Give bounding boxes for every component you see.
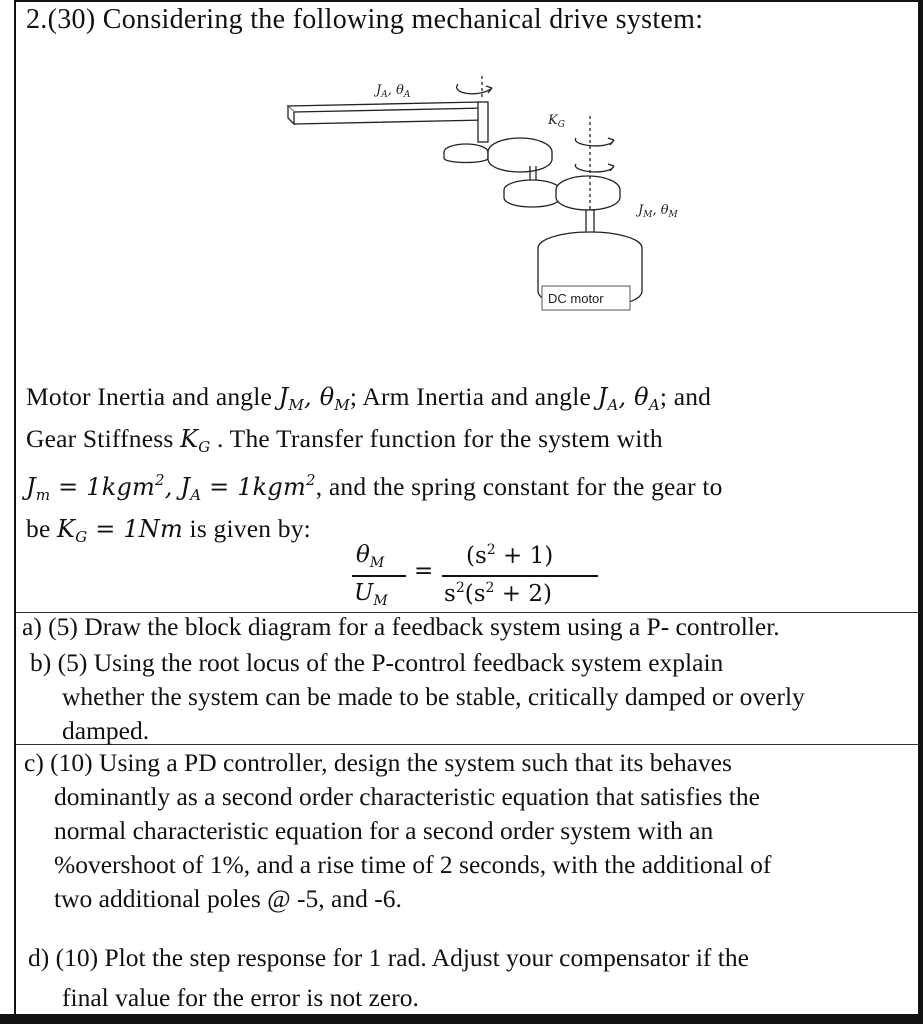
- frame-left-border: [14, 0, 16, 1024]
- label-arm: $J_A$, $\theta_A$: [376, 83, 411, 100]
- part-b: b) (5) Using the root locus of the P-control feedback system explain whether the system can be made to be stable, critically damped or overly damped.: [30, 648, 805, 745]
- frame-top-border: [14, 0, 923, 2]
- desc-line-1: Motor Inertia and angle $J_M$, $\theta_M$; Arm Inertia and angle $J_A$, $\theta_A$; and: [26, 382, 712, 414]
- label-dc-motor: DC motor: [548, 291, 604, 306]
- tf-bar-right: [442, 575, 598, 577]
- part-a: a) (5) Draw the block diagram for a feedback system using a P- controller.: [22, 612, 780, 641]
- tf-equals: =: [414, 558, 434, 584]
- desc-line-2: Gear Stiffness $K_G$ . The Transfer function for the system with: [26, 424, 663, 456]
- tf-den-left: $U_M$: [354, 580, 388, 609]
- description-paragraph: [26, 380, 921, 554]
- desc-line-4: be $K_G = 1Nm$ is given by:: [26, 514, 311, 546]
- desc-line-3: $J_m = 1kgm^2$, $J_A = 1kgm^2$, and the spring constant for the gear to: [26, 471, 723, 504]
- tf-num-left: $\theta_M$: [356, 542, 385, 571]
- tf-den-right: $s^2(s^2 + 2)$: [444, 580, 552, 607]
- question-title: 2.(30) Considering the following mechanical drive system:: [26, 4, 704, 35]
- tf-bar-left: [352, 575, 406, 577]
- label-gear-stiffness: $K_G$: [548, 113, 565, 130]
- label-motor: $J_M$, $\theta_M$: [638, 203, 678, 220]
- tf-num-right: $(s^2 + 1)$: [466, 542, 554, 569]
- drive-system-figure: [280, 72, 700, 332]
- part-c: c) (10) Using a PD controller, design the system such that its behaves dominantly as a second order characteristic equation that satisfies the normal characteristic equation for a second order system with an %overshoot of 1%, and a rise time of 2 seconds, with the additional of two additional poles @ -5, and -6.: [24, 748, 772, 913]
- transfer-function: [350, 540, 610, 612]
- part-d: d) (10) Plot the step response for 1 rad. Adjust your compensator if the final value for the error is not zero.: [28, 943, 749, 1012]
